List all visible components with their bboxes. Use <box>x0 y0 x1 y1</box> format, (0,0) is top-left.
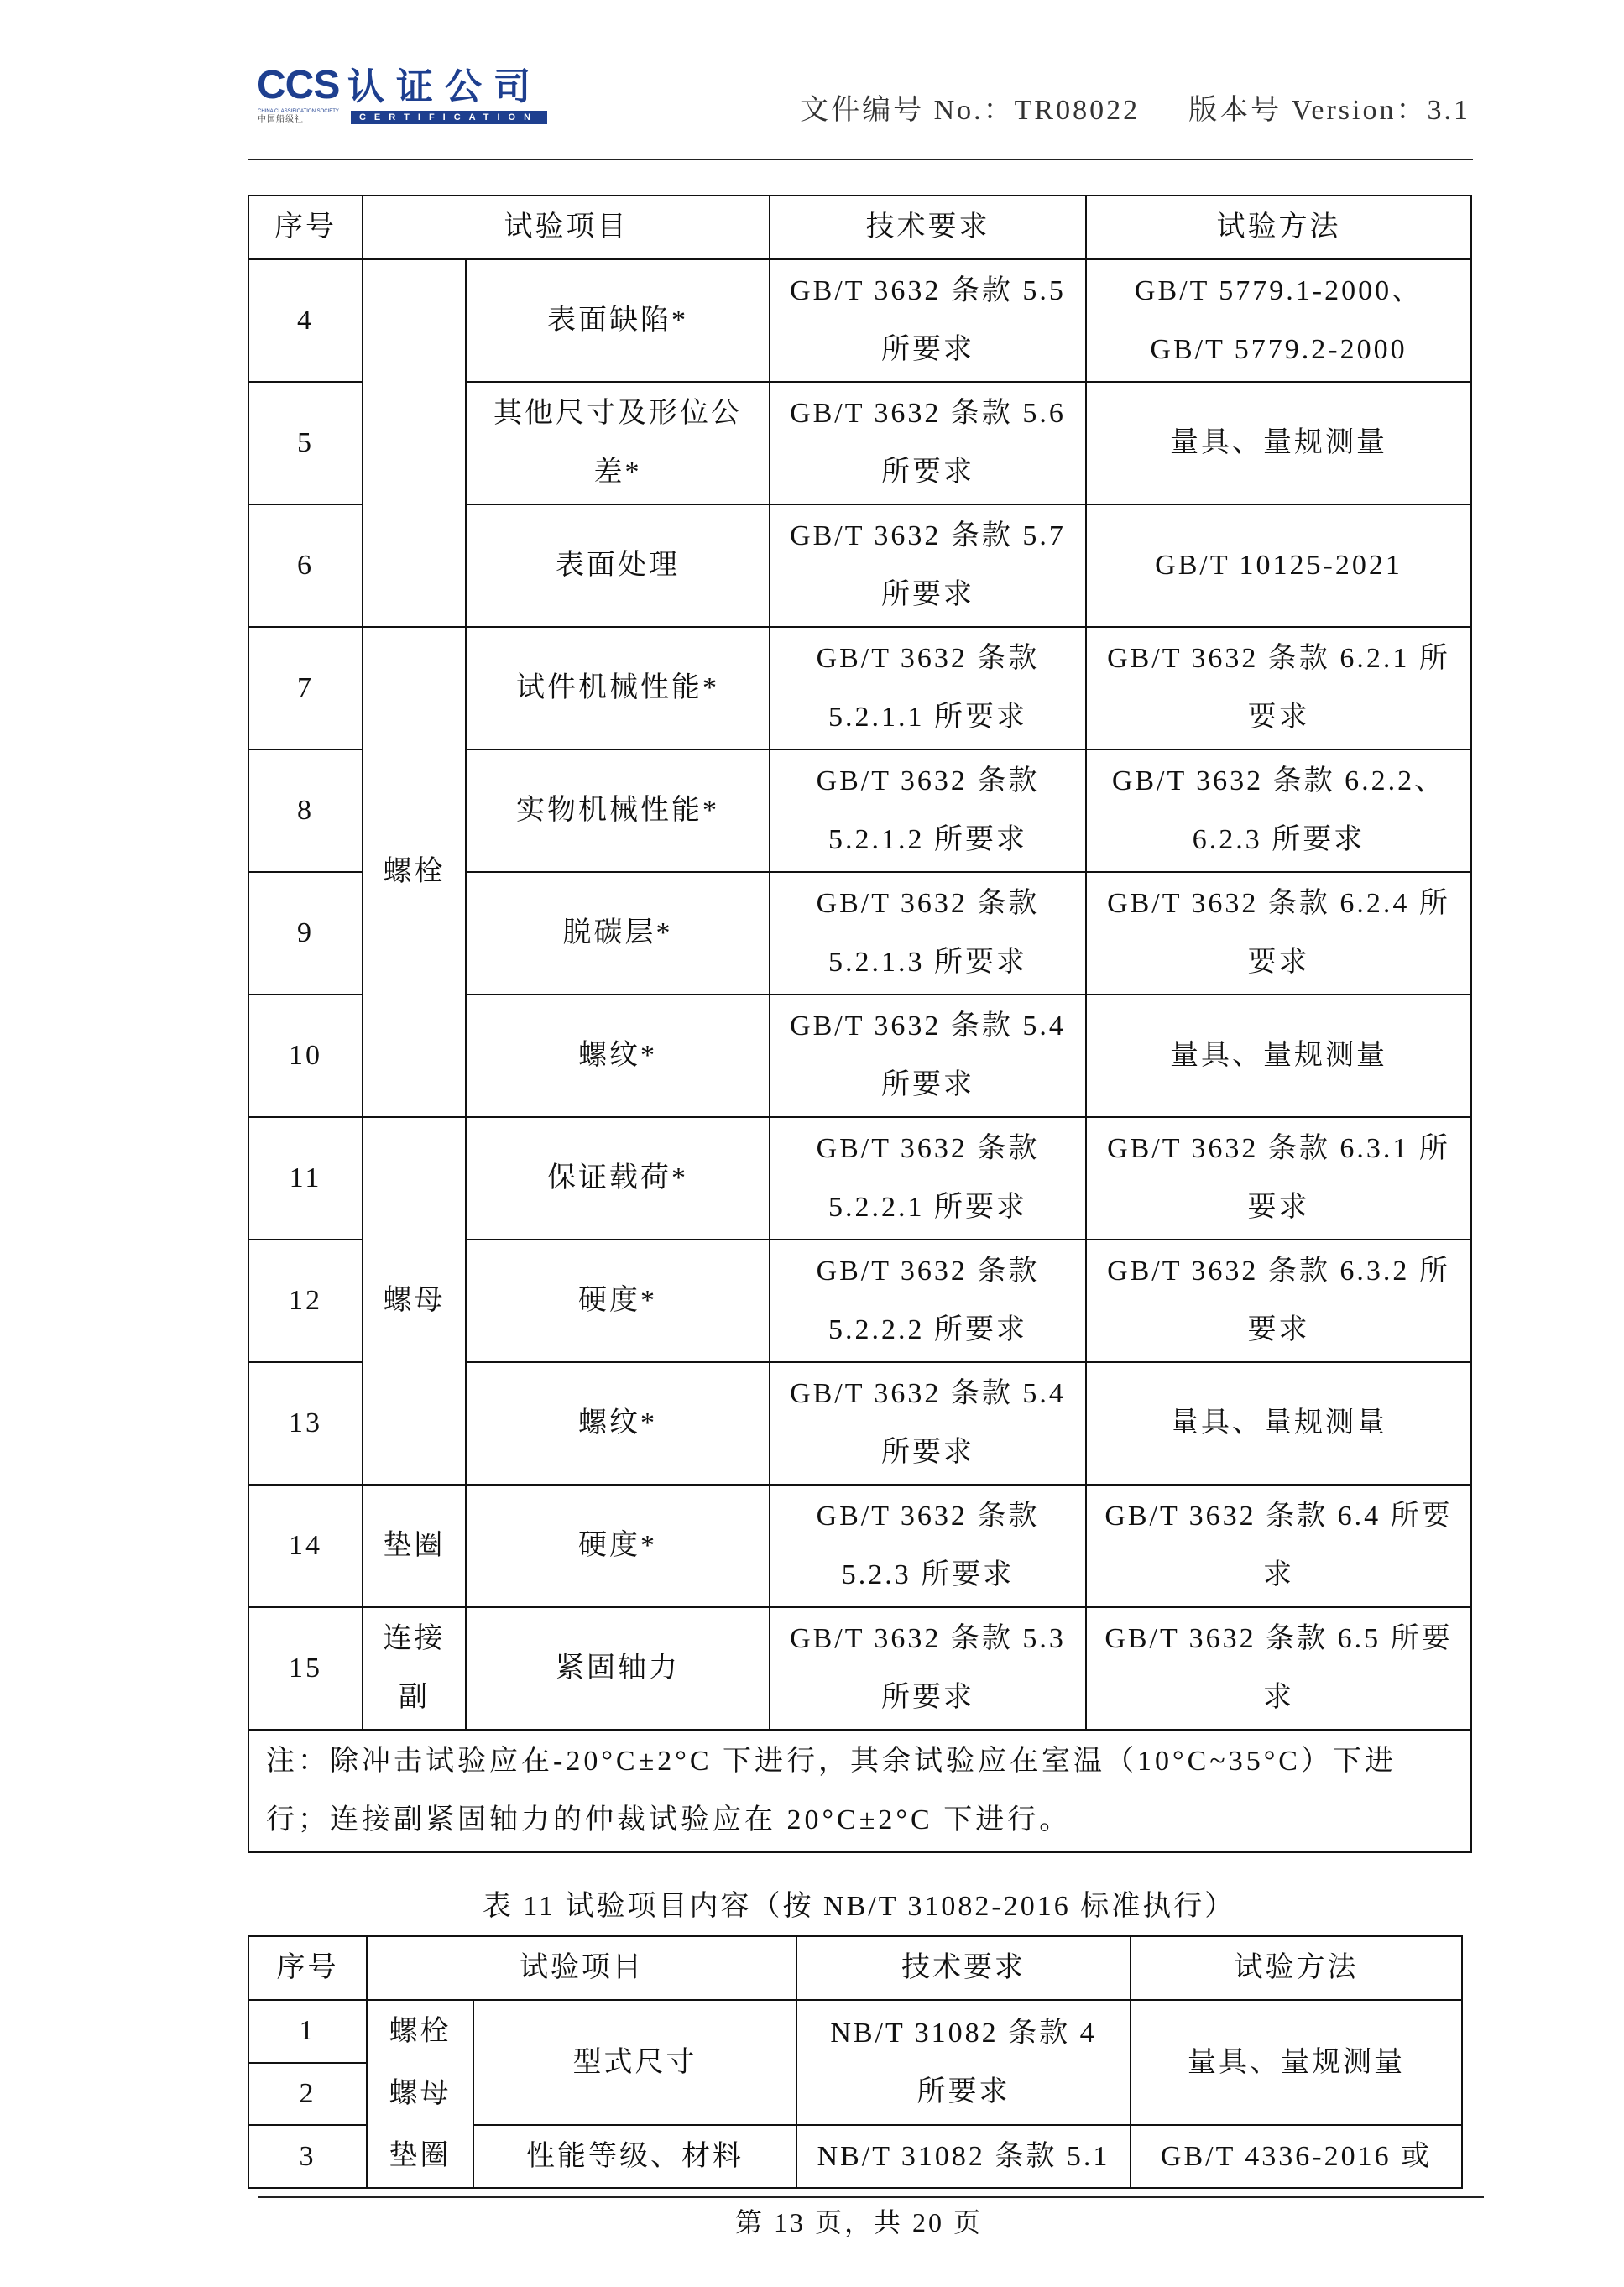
group-label-line: 副 <box>399 1682 430 1713</box>
method-line: GB/T 3632 条款 6.5 所要 <box>1104 1623 1453 1654</box>
part-label: 螺母 <box>389 2078 452 2109</box>
method-line: 量具、量规测量 <box>1170 427 1387 458</box>
method-line: 要求 <box>1247 1314 1310 1345</box>
requirement-line: 所要求 <box>916 2076 1010 2107</box>
table-row <box>248 1607 1471 1730</box>
requirement-line: 所要求 <box>881 334 974 365</box>
col-header-method: 试验方法 <box>1131 1936 1462 2000</box>
logo-ccs-wordmark: CCS <box>257 63 340 107</box>
requirement-line: 5.2.1.2 所要求 <box>828 824 1027 855</box>
parts-cell <box>367 2000 473 2188</box>
requirement-line: 5.2.1.3 所要求 <box>828 947 1027 978</box>
footer-divider <box>258 2196 1484 2198</box>
requirement-line: 所要求 <box>881 1437 974 1468</box>
col-header-item: 试验项目 <box>367 1936 796 2000</box>
method-line: 求 <box>1263 1682 1294 1713</box>
requirement-line: NB/T 31082 条款 5.1 <box>817 2140 1110 2172</box>
note-line: 注：除冲击试验应在-20°C±2°C 下进行，其余试验应在室温（10°C~35°C）下进 <box>266 1746 1397 1777</box>
table-row <box>248 1485 1471 1607</box>
requirement-cell <box>770 872 1086 995</box>
row-number: 15 <box>248 1607 363 1730</box>
requirement-cell <box>770 1485 1086 1607</box>
requirement-line: GB/T 3632 条款 <box>816 1133 1040 1164</box>
method-line: GB/T 10125-2021 <box>1155 550 1402 581</box>
test-item-cell <box>466 1362 770 1485</box>
test-item-text: 性能等级、材料 <box>526 2140 744 2172</box>
method-line: 量具、量规测量 <box>1170 1040 1387 1071</box>
test-items-table <box>248 195 1472 1853</box>
requirement-line: GB/T 3632 条款 5.4 <box>790 1010 1066 1042</box>
table-note <box>248 1730 1471 1852</box>
table-header-row <box>248 1936 1462 2000</box>
row-number: 3 <box>248 2125 367 2188</box>
method-line: GB/T 3632 条款 6.3.1 所 <box>1107 1133 1450 1164</box>
requirement-line: 所要求 <box>881 1069 974 1100</box>
requirement-cell <box>770 1117 1086 1240</box>
requirement-line: NB/T 31082 条款 4 <box>830 2017 1097 2049</box>
requirement-cell <box>770 1362 1086 1485</box>
row-number: 11 <box>248 1117 363 1240</box>
requirement-line: GB/T 3632 条款 5.3 <box>790 1623 1066 1654</box>
test-item-cell <box>466 627 770 749</box>
group-label-line: 连接 <box>383 1623 446 1654</box>
logo-certification-bar: CERTIFICATION <box>351 111 547 124</box>
part-label: 垫圈 <box>389 2140 452 2171</box>
test-item-text: 表面缺陷* <box>547 305 688 336</box>
method-cell <box>1086 995 1471 1117</box>
logo-society-cn: 中国船级社 <box>258 115 304 124</box>
test-item-cell <box>466 1485 770 1607</box>
row-number: 14 <box>248 1485 363 1607</box>
method-line: 要求 <box>1247 702 1310 733</box>
requirement-cell <box>770 259 1086 382</box>
method-line: 要求 <box>1247 1192 1310 1223</box>
test-item-text: 其他尺寸及形位公 <box>493 398 742 429</box>
test-item-text: 差* <box>593 457 642 488</box>
group-cell-nut: 螺母 <box>363 1117 466 1485</box>
method-line: 量具、量规测量 <box>1170 1407 1387 1439</box>
requirement-cell <box>770 995 1086 1117</box>
document-number: 文件编号 No.：TR08022 <box>800 95 1141 126</box>
method-cell <box>1131 2125 1462 2188</box>
test-item-cell <box>466 1117 770 1240</box>
table-row <box>248 2000 1462 2063</box>
document-version: 版本号 Version：3.1 <box>1188 95 1470 126</box>
method-line: GB/T 3632 条款 6.2.4 所 <box>1107 888 1450 919</box>
method-line: GB/T 5779.2-2000 <box>1150 334 1407 365</box>
method-line: 量具、量规测量 <box>1188 2046 1405 2078</box>
nbt-test-items-table <box>248 1935 1463 2189</box>
method-line: GB/T 3632 条款 6.4 所要 <box>1104 1501 1453 1532</box>
method-line: GB/T 3632 条款 6.2.1 所 <box>1107 643 1450 674</box>
test-item-text: 硬度* <box>578 1285 657 1316</box>
table-row <box>248 259 1471 382</box>
test-item-cell <box>473 2000 796 2125</box>
col-header-requirement: 技术要求 <box>770 196 1086 259</box>
test-item-text: 脱碳层* <box>562 917 673 948</box>
requirement-cell <box>796 2000 1131 2125</box>
row-number: 7 <box>248 627 363 749</box>
method-line: GB/T 4336-2016 或 <box>1160 2140 1433 2172</box>
requirement-cell <box>770 627 1086 749</box>
test-item-text: 型式尺寸 <box>572 2046 697 2078</box>
requirement-cell <box>770 1240 1086 1362</box>
test-item-cell <box>466 504 770 627</box>
test-item-cell <box>466 259 770 382</box>
method-line: GB/T 3632 条款 6.2.2、 <box>1111 765 1446 796</box>
test-item-cell <box>466 749 770 872</box>
method-line: 求 <box>1263 1559 1294 1590</box>
requirement-cell <box>770 504 1086 627</box>
part-label: 螺栓 <box>389 2016 452 2047</box>
note-line: 行；连接副紧固轴力的仲裁试验应在 20°C±2°C 下进行。 <box>266 1804 1072 1835</box>
method-cell <box>1086 749 1471 872</box>
test-item-cell <box>473 2125 796 2188</box>
row-number: 4 <box>248 259 363 382</box>
requirement-line: GB/T 3632 条款 <box>816 765 1040 796</box>
page-number: 第 13 页，共 20 页 <box>734 2207 983 2237</box>
test-item-text: 硬度* <box>578 1530 657 1561</box>
test-item-cell <box>466 872 770 995</box>
group-cell-bolt: 螺栓 <box>363 627 466 1117</box>
document-meta <box>800 94 1470 128</box>
requirement-line: 所要求 <box>881 1682 974 1713</box>
test-item-text: 试件机械性能* <box>516 672 719 703</box>
header-divider <box>248 159 1473 160</box>
table-note-row <box>248 1730 1471 1852</box>
requirement-cell <box>770 1607 1086 1730</box>
method-cell <box>1086 259 1471 382</box>
test-item-text: 螺纹* <box>578 1040 657 1071</box>
requirement-cell <box>770 749 1086 872</box>
method-line: GB/T 5779.1-2000、 <box>1134 275 1423 306</box>
table-row <box>248 627 1471 749</box>
row-number: 5 <box>248 382 363 504</box>
table-header-row <box>248 196 1471 259</box>
requirement-cell <box>796 2125 1131 2188</box>
method-line: GB/T 3632 条款 6.3.2 所 <box>1107 1256 1450 1287</box>
requirement-line: 所要求 <box>881 457 974 488</box>
requirement-line: 5.2.2.2 所要求 <box>828 1314 1027 1345</box>
requirement-line: GB/T 3632 条款 5.5 <box>790 275 1066 306</box>
method-line: 6.2.3 所要求 <box>1192 824 1366 855</box>
method-cell <box>1131 2000 1462 2125</box>
test-item-cell <box>466 382 770 504</box>
method-cell <box>1086 1117 1471 1240</box>
table-caption: 表 11 试验项目内容（按 NB/T 31082-2016 标准执行） <box>482 1891 1236 1922</box>
row-number: 1 <box>248 2000 367 2063</box>
method-cell <box>1086 627 1471 749</box>
requirement-line: 5.2.3 所要求 <box>841 1559 1015 1590</box>
method-cell <box>1086 1485 1471 1607</box>
test-item-text: 实物机械性能* <box>516 795 719 826</box>
col-header-no: 序号 <box>248 1936 367 2000</box>
test-item-cell <box>466 1240 770 1362</box>
method-cell <box>1086 382 1471 504</box>
test-item-cell <box>466 995 770 1117</box>
group-cell-assembly <box>363 1607 466 1730</box>
col-header-item: 试验项目 <box>363 196 770 259</box>
group-cell-empty <box>363 259 466 627</box>
test-item-text: 表面处理 <box>556 550 680 581</box>
test-item-text: 保证载荷* <box>547 1162 688 1193</box>
requirement-line: 所要求 <box>881 579 974 610</box>
method-line: 要求 <box>1247 947 1310 978</box>
table-row <box>248 1117 1471 1240</box>
row-number: 6 <box>248 504 363 627</box>
logo-society-en: CHINA CLASSIFICATION SOCIETY <box>258 109 339 114</box>
group-cell-washer: 垫圈 <box>363 1485 466 1607</box>
row-number: 12 <box>248 1240 363 1362</box>
col-header-method: 试验方法 <box>1086 196 1471 259</box>
method-cell <box>1086 872 1471 995</box>
requirement-line: GB/T 3632 条款 5.4 <box>790 1378 1066 1409</box>
method-cell <box>1086 1362 1471 1485</box>
method-cell <box>1086 504 1471 627</box>
row-number: 2 <box>248 2063 367 2126</box>
method-cell <box>1086 1607 1471 1730</box>
requirement-line: GB/T 3632 条款 <box>816 1501 1040 1532</box>
row-number: 10 <box>248 995 363 1117</box>
col-header-requirement: 技术要求 <box>796 1936 1131 2000</box>
test-item-cell <box>466 1607 770 1730</box>
row-number: 13 <box>248 1362 363 1485</box>
requirement-line: GB/T 3632 条款 <box>816 1256 1040 1287</box>
col-header-no: 序号 <box>248 196 363 259</box>
requirement-line: GB/T 3632 条款 <box>816 643 1040 674</box>
test-item-text: 螺纹* <box>578 1407 657 1439</box>
ccs-certification-logo <box>257 63 547 126</box>
row-number: 8 <box>248 749 363 872</box>
requirement-cell <box>770 382 1086 504</box>
logo-company-name: 认证公司 <box>347 66 542 107</box>
test-item-text: 紧固轴力 <box>556 1653 680 1684</box>
method-cell <box>1086 1240 1471 1362</box>
requirement-line: GB/T 3632 条款 5.7 <box>790 520 1066 551</box>
requirement-line: GB/T 3632 条款 <box>816 888 1040 919</box>
requirement-line: 5.2.2.1 所要求 <box>828 1192 1027 1223</box>
row-number: 9 <box>248 872 363 995</box>
requirement-line: 5.2.1.1 所要求 <box>828 702 1027 733</box>
requirement-line: GB/T 3632 条款 5.6 <box>790 398 1066 429</box>
